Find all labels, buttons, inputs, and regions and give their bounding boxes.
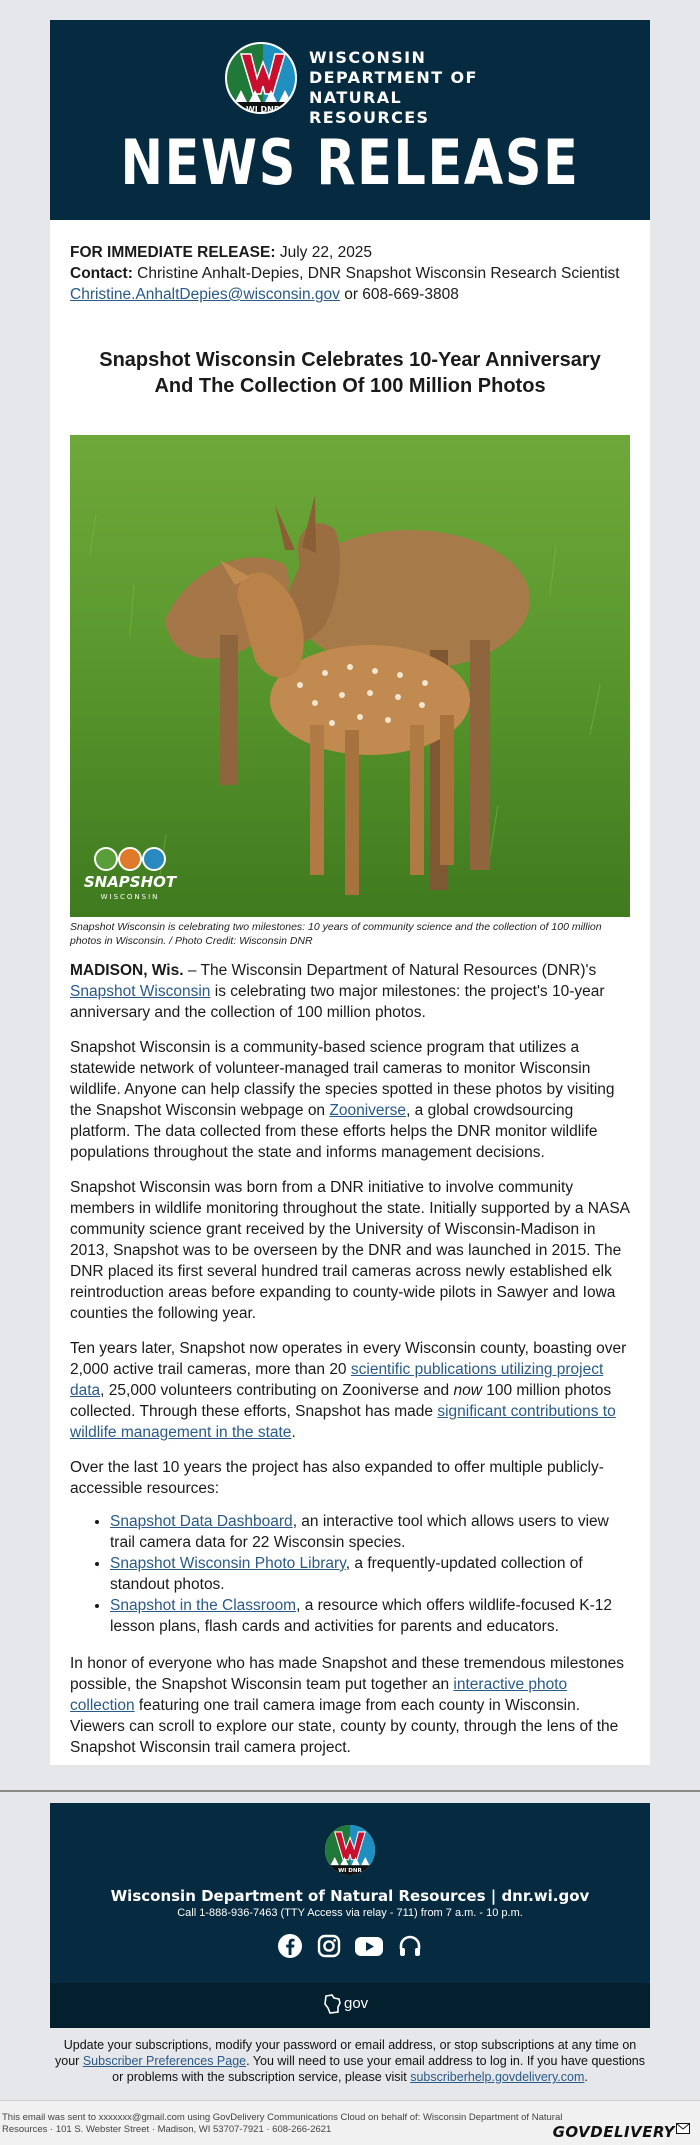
section-divider <box>0 1790 700 1792</box>
instagram-icon[interactable] <box>316 1933 342 1964</box>
subscriber-preferences-link[interactable]: Subscriber Preferences Page <box>82 2054 247 2068</box>
contact-label: Contact: <box>70 265 133 282</box>
release-meta <box>70 242 630 305</box>
envelope-icon <box>676 2123 690 2135</box>
snapshot-wisconsin-link[interactable]: Snapshot Wisconsin <box>70 983 211 1000</box>
contact-email-link[interactable]: Christine.AnhaltDepies@wisconsin.gov <box>70 286 340 303</box>
social-links <box>50 1933 650 1964</box>
dateline: MADISON, Wis. <box>70 962 184 979</box>
list-item: • Snapshot in the Classroom, a resource which offers wildlife-focused K-12 lesson plans, flash cards and activities for parents and educators. <box>110 1595 630 1637</box>
paragraph-2: Snapshot Wisconsin is a community-based science program that utilizes a statewide network of volunteer-managed trail cameras to monitor Wisconsin wildlife. Anyone can help classify the species spotted in these photos by visiting the Snapshot Wisconsin webpage on Zooniverse, a global crowdsourcing platform. The data collected from these efforts helps the DNR monitor wildlife populations throughout the state and informs management decisions. <box>70 1039 615 1161</box>
dnr-seal-icon <box>227 44 297 114</box>
agency-wordmark <box>309 48 485 128</box>
svg-text:WI DNR: WI DNR <box>338 1868 362 1875</box>
news-release-heading: NEWS RELEASE <box>120 126 580 199</box>
legal-footer <box>0 2100 700 2145</box>
footer-phone: Call 1-888-936-7463 (TTY Access via relay - 711) from 7 a.m. - 10 p.m. <box>177 1907 523 1919</box>
photo-collection-link[interactable]: interactive photo collection <box>70 1676 568 1714</box>
list-item: • Snapshot Data Dashboard, an interactive tool which allows users to view trail camera data for 22 Wisconsin species. <box>110 1511 630 1553</box>
wisconsin-gov-mark[interactable] <box>322 1993 368 2015</box>
paragraph-1: MADISON, Wis. – The Wisconsin Department of Natural Resources (DNR)'s Snapshot Wisconsin is celebrating two major milestones: the project's 10-year anniversary and the collection of 100 million photos. <box>70 962 605 1021</box>
footer-gov-bar <box>50 1983 650 2028</box>
wisconsin-state-icon <box>322 1993 344 2015</box>
classroom-link[interactable]: Snapshot in the Classroom <box>110 1597 297 1614</box>
article-body <box>50 220 650 1758</box>
agency-line-2: DEPARTMENT OF <box>309 68 478 87</box>
photo-library-link[interactable]: Snapshot Wisconsin Photo Library <box>110 1555 346 1572</box>
podcast-icon[interactable] <box>397 1933 423 1964</box>
contact-name: Christine Anhalt-Depies, DNR Snapshot Wisconsin Research Scientist <box>137 265 620 282</box>
facebook-icon[interactable] <box>277 1933 303 1964</box>
release-label: FOR IMMEDIATE RELEASE: <box>70 244 276 261</box>
photo-caption: Snapshot Wisconsin is celebrating two milestones: 10 years of community science and the collection of 100 million photos in Wisconsin. / Photo Credit: Wisconsin DNR <box>70 921 602 947</box>
release-line <box>70 242 630 263</box>
wildlife-management-link[interactable]: significant contributions to wildlife management in the state <box>70 1403 616 1441</box>
svg-text:SNAPSHOT: SNAPSHOT <box>83 873 177 891</box>
paragraph-4: Ten years later, Snapshot now operates in every Wisconsin county, boasting over 2,000 active trail cameras, more than 20 scientific publications utilizing project data, 25,000 volunteers contributing on Zooniverse and now 100 million photos collected. Through these efforts, Snapshot has made significant contributions to wildlife management in the state. <box>70 1340 627 1441</box>
subscription-notice: Update your subscriptions, modify your password or email address, or stop subscriptions at any time on your Subscriber Preferences Page. You will need to use your email address to log in. If you have questions or problems with the subscription service, please visit subscriberhelp.govdelivery.com. <box>55 2038 645 2084</box>
zooniverse-link[interactable]: Zooniverse <box>329 1102 407 1119</box>
agency-line-1: WISCONSIN <box>309 48 427 67</box>
paragraph-3: Snapshot Wisconsin was born from a DNR initiative to involve community members in wildlife monitoring throughout the state. Initially supported by a NASA community science grant received by the University of Wisconsin-Madison in 2013, Snapshot was to be overseen by the DNR and was launched in 2015. The DNR placed its first several hundred trail cameras across newly established elk reintroduction areas before expanding to county-wide pilots in Sawyer and Iowa counties the following year. <box>70 1179 630 1322</box>
footer-dnr-logo[interactable] <box>325 1825 375 1875</box>
youtube-icon[interactable] <box>354 1933 384 1964</box>
subscriber-help-link[interactable]: subscriberhelp.govdelivery.com <box>410 2070 585 2084</box>
svg-text:WI DNR: WI DNR <box>245 105 281 114</box>
email-card <box>50 20 650 1765</box>
data-dashboard-link[interactable]: Snapshot Data Dashboard <box>110 1513 293 1530</box>
footer-block <box>50 1803 650 2028</box>
gov-label: gov <box>344 1994 369 2012</box>
resources-list <box>110 1511 630 1637</box>
release-date: July 22, 2025 <box>279 244 373 261</box>
paragraph-5: Over the last 10 years the project has also expanded to offer multiple publicly-accessible resources: <box>70 1459 604 1497</box>
footer-agency: Wisconsin Department of Natural Resources | dnr.wi.gov <box>110 1887 590 1905</box>
masthead <box>50 20 650 220</box>
contact-phone: or 608-669-3808 <box>344 286 459 303</box>
legal-text: This email was sent to xxxxxxx@gmail.com using GovDelivery Communications Cloud on behalf of: Wisconsin Department of Natural Resources · 101 S. Webster Street · Madison, WI 53707-7921 · 608-266-2621 <box>2 2112 563 2135</box>
dnr-seal-icon <box>325 1825 375 1875</box>
govdelivery-logo[interactable]: GOVDELIVERY <box>553 2123 690 2141</box>
svg-text:WISCONSIN: WISCONSIN <box>100 893 160 901</box>
article-title: Snapshot Wisconsin Celebrates 10-Year Anniversary And The Collection Of 100 Million Photos <box>99 349 601 397</box>
list-item: • Snapshot Wisconsin Photo Library, a frequently-updated collection of standout photos. <box>110 1553 630 1595</box>
contact-line <box>70 263 630 284</box>
agency-line-3: NATURAL RESOURCES <box>309 88 430 127</box>
deer-photo <box>70 435 630 917</box>
paragraph-6: In honor of everyone who has made Snapshot and these tremendous milestones possible, the Snapshot Wisconsin team put together an interactive photo collection featuring one trail camera image from each county in Wisconsin. Viewers can scroll to explore our state, county by county, through the lens of the Snapshot Wisconsin trail camera project. <box>70 1655 625 1756</box>
dnr-logo-badge <box>225 42 297 114</box>
contact-email-line <box>70 284 630 305</box>
dnr-logo[interactable] <box>225 42 485 127</box>
publications-link[interactable]: scientific publications utilizing project data <box>70 1361 604 1399</box>
